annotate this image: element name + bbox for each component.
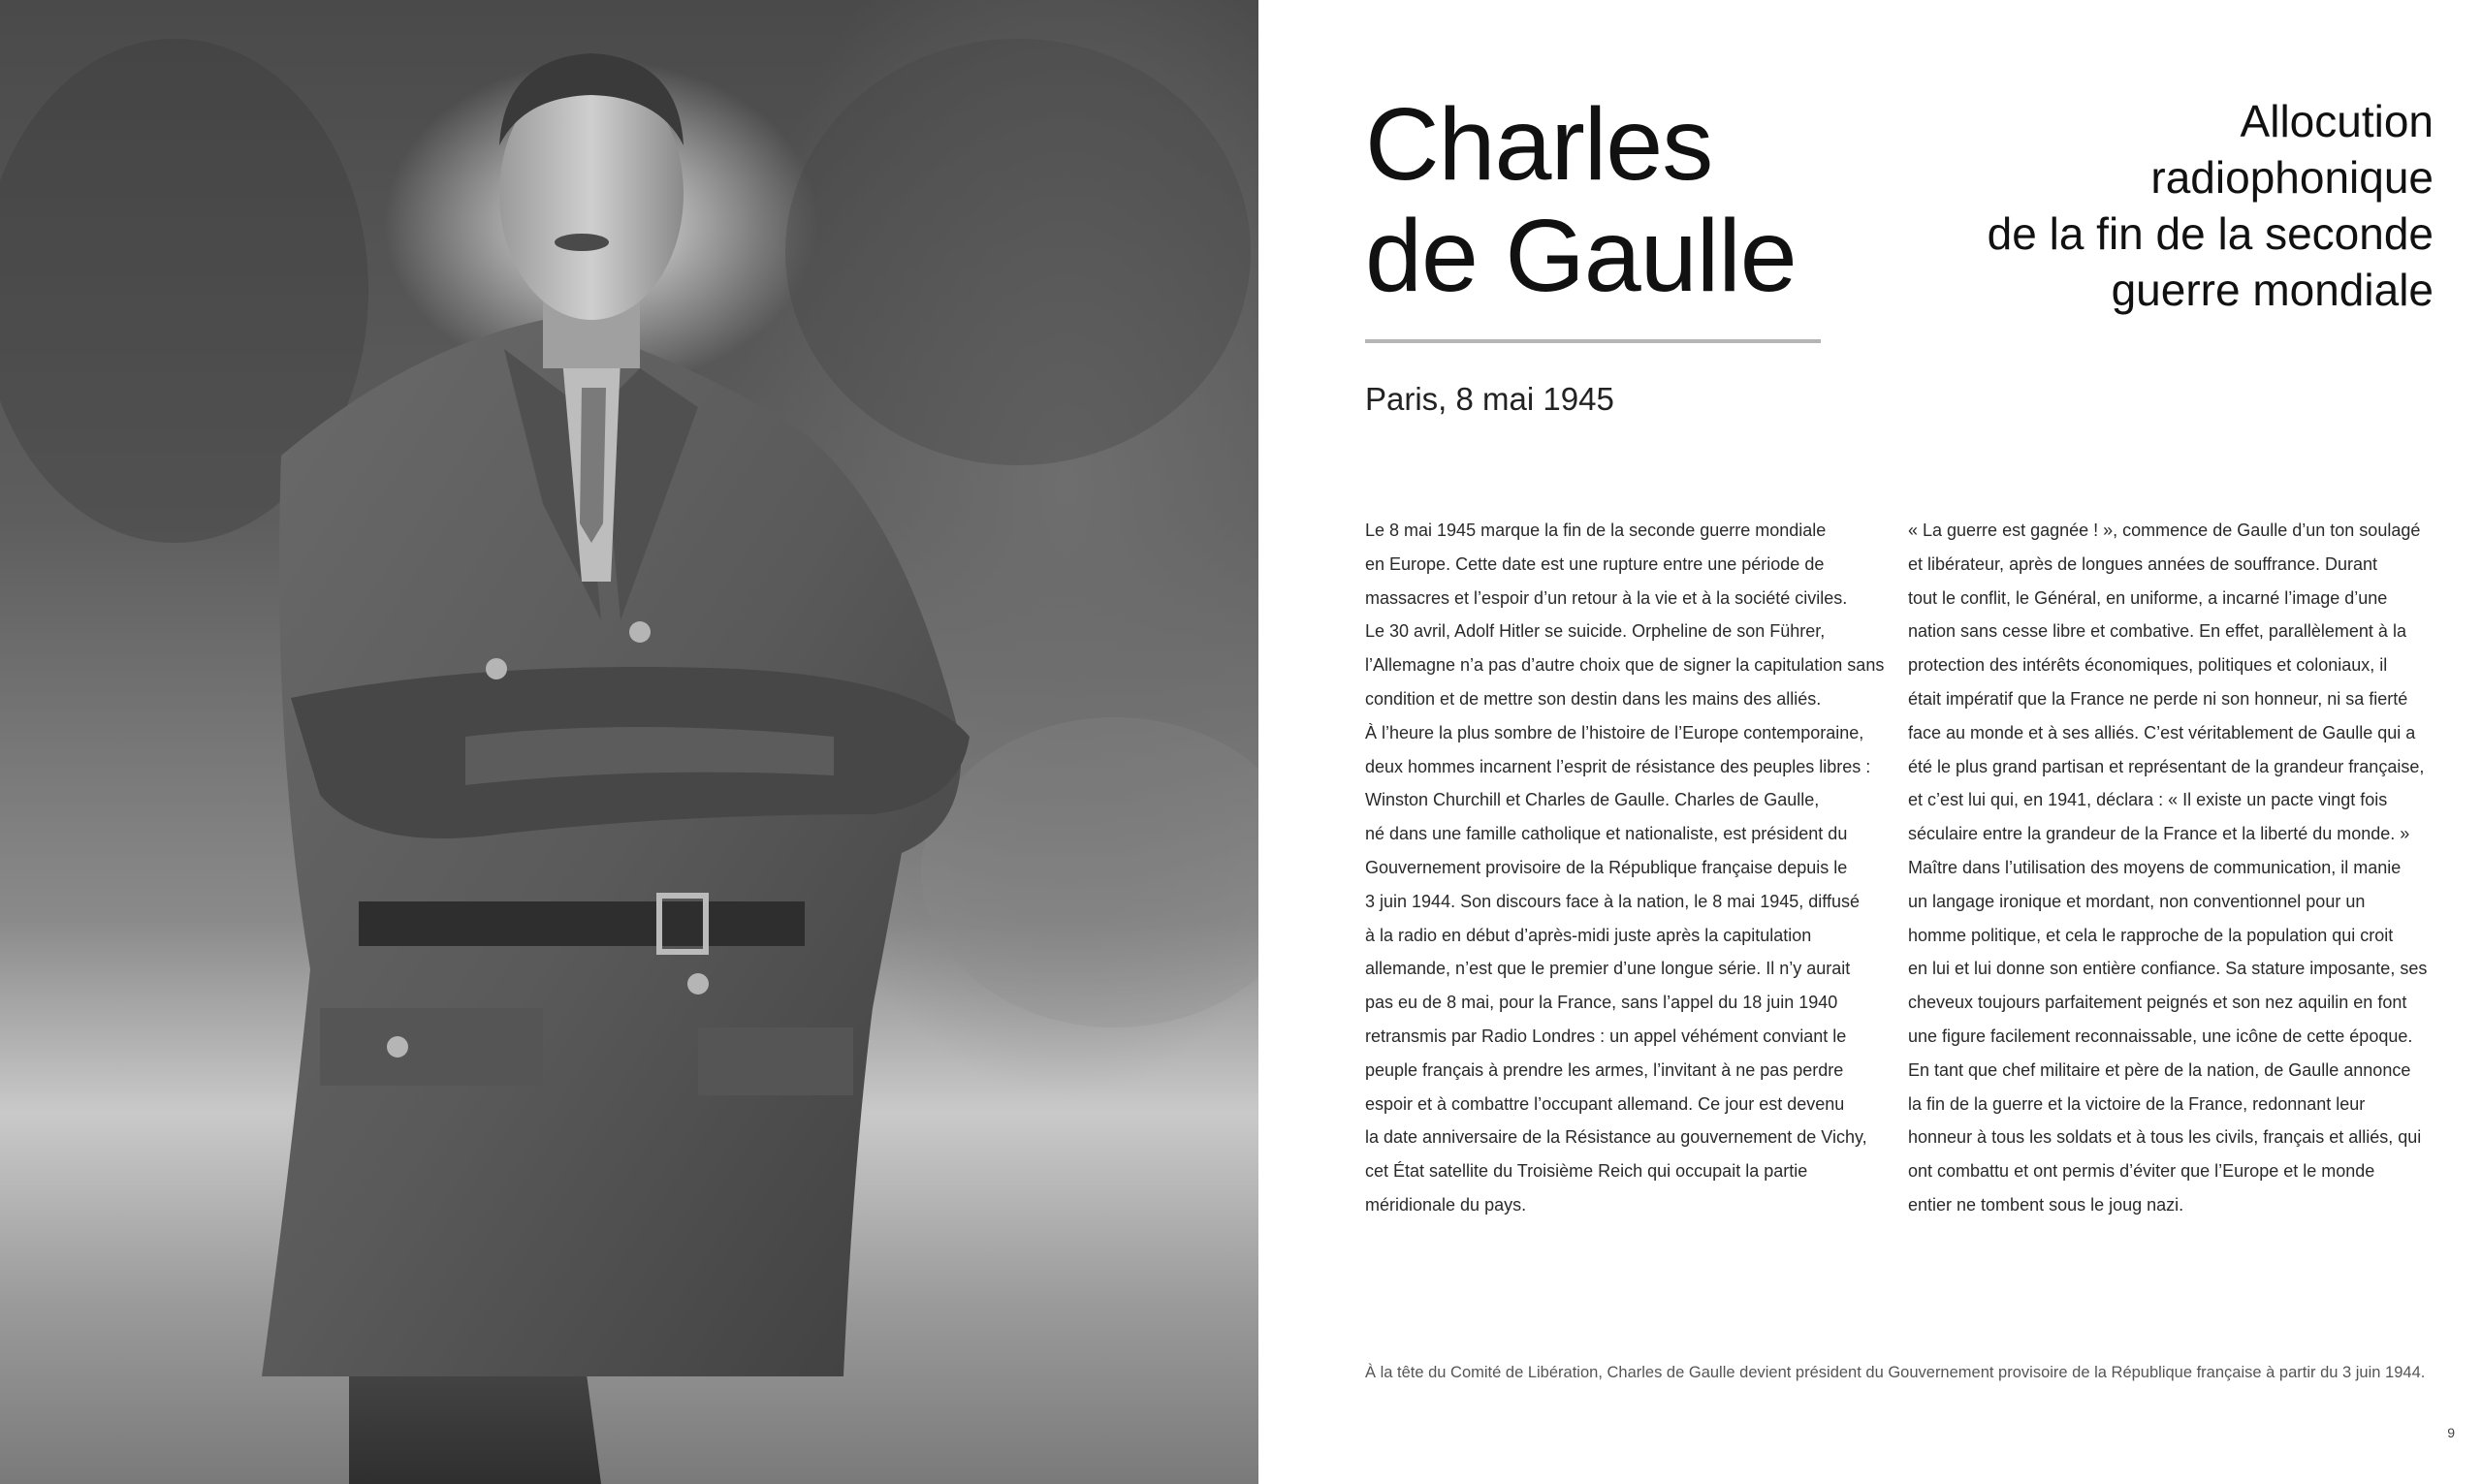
speech-title-line: de la fin de la seconde	[1987, 208, 2434, 259]
title-line: de Gaulle	[1365, 199, 1797, 313]
body-line: cet État satellite du Troisième Reich qui occupait la partie	[1365, 1161, 1808, 1182]
body-line: et libérateur, après de longues années de souffrance. Durant	[1908, 553, 2377, 574]
body-line: 3 juin 1944. Son discours face à la nation, le 8 mai 1945, diffusé	[1365, 891, 1861, 911]
speech-title-line: radiophonique	[2150, 152, 2434, 203]
body-line: honneur à tous les soldats et à tous les civils, français et alliés, qui	[1908, 1127, 2422, 1148]
body-line: en lui et lui donne son entière confiance. Sa stature imposante, ses	[1908, 959, 2428, 979]
speech-title-line: guerre mondiale	[2111, 265, 2434, 315]
body-line: Le 8 mai 1945 marque la fin de la seconde guerre mondiale	[1365, 521, 1827, 540]
title-divider	[1365, 339, 1821, 343]
body-line: massacres et l’espoir d’un retour à la vie et à la société civiles.	[1365, 587, 1848, 608]
body-line: deux hommes incarnent l’esprit de résistance des peuples libres :	[1365, 756, 1871, 776]
body-line: ont combattu et ont permis d’éviter que l’Europe et le monde	[1908, 1161, 2375, 1182]
body-line: Winston Churchill et Charles de Gaulle. Charles de Gaulle,	[1365, 790, 1820, 810]
body-line: En tant que chef militaire et père de la nation, de Gaulle annonce	[1908, 1059, 2411, 1080]
body-line: la date anniversaire de la Résistance au gouvernement de Vichy,	[1365, 1127, 1867, 1148]
body-line: Le 30 avril, Adolf Hitler se suicide. Orpheline de son Führer,	[1365, 621, 1826, 642]
body-line: tout le conflit, le Général, en uniforme, a incarné l’image d’une	[1908, 587, 2388, 608]
body-column-left	[1365, 514, 1885, 1222]
place-date: Paris, 8 mai 1945	[1365, 381, 1614, 417]
body-line: Maître dans l’utilisation des moyens de communication, il manie	[1908, 857, 2402, 877]
body-line: Gouvernement provisoire de la République française depuis le	[1365, 857, 1848, 877]
body-line: homme politique, et cela le rapproche de la population qui croit	[1908, 925, 2394, 945]
body-line: été le plus grand partisan et représentant de la grandeur française,	[1908, 756, 2425, 776]
body-line: allemande, n’est que le premier d’une longue série. Il n’y aurait	[1365, 959, 1851, 979]
body-line: méridionale du pays.	[1365, 1194, 1527, 1215]
body-line: et c’est lui qui, en 1941, déclara : « Il existe un pacte vingt fois	[1908, 790, 2388, 810]
body-line: une figure facilement reconnaissable, une icône de cette époque.	[1908, 1026, 2413, 1046]
body-line: pas eu de 8 mai, pour la France, sans l’appel du 18 juin 1940	[1365, 993, 1838, 1013]
body-line: en Europe. Cette date est une rupture entre une période de	[1365, 553, 1825, 574]
body-line: condition et de mettre son destin dans les mains des alliés.	[1365, 688, 1822, 709]
body-column-right	[1908, 514, 2428, 1222]
speech-title	[1891, 93, 2434, 318]
page-number: 9	[2447, 1425, 2455, 1440]
body-line: séculaire entre la grandeur de la France et la liberté du monde. »	[1908, 824, 2410, 844]
body-line: face au monde et à ses alliés. C’est véritablement de Gaulle qui a	[1908, 722, 2416, 742]
body-line: l’Allemagne n’a pas d’autre choix que de signer la capitulation sans	[1365, 655, 1885, 676]
body-line: protection des intérêts économiques, politiques et coloniaux, il	[1908, 655, 2388, 676]
text-page	[1258, 0, 2482, 1484]
body-line: la fin de la guerre et la victoire de la France, redonnant leur	[1908, 1093, 2366, 1114]
photo-caption: À la tête du Comité de Libération, Charles de Gaulle devient président du Gouvernement provisoire de la République française à partir du 3 juin 1944.	[1365, 1364, 2426, 1381]
body-line: un langage ironique et mordant, non conventionnel pour un	[1908, 891, 2366, 911]
body-line: entier ne tombent sous le joug nazi.	[1908, 1194, 2184, 1215]
body-line: retransmis par Radio Londres : un appel véhément conviant le	[1365, 1026, 1847, 1046]
body-line: À l’heure la plus sombre de l’histoire de l’Europe contemporaine,	[1365, 722, 1864, 742]
body-line: espoir et à combattre l’occupant allemand. Ce jour est devenu	[1365, 1093, 1845, 1114]
body-line: « La guerre est gagnée ! », commence de Gaulle d’un ton soulagé	[1908, 521, 2421, 540]
body-line: né dans une famille catholique et nationaliste, est président du	[1365, 824, 1848, 844]
body-line: cheveux toujours parfaitement peignés et son nez aquilin en font	[1908, 993, 2407, 1013]
body-line: était impératif que la France ne perde ni son honneur, ni sa fierté	[1908, 688, 2408, 709]
body-line: nation sans cesse libre et combative. En effet, parallèlement à la	[1908, 621, 2406, 642]
body-line: peuple français à prendre les armes, l’invitant à ne pas perdre	[1365, 1059, 1844, 1080]
title-line: Charles	[1365, 87, 1713, 202]
body-line: à la radio en début d’après-midi juste après la capitulation	[1365, 925, 1812, 945]
speech-title-line: Allocution	[2240, 96, 2434, 146]
page-title	[1365, 89, 1869, 312]
